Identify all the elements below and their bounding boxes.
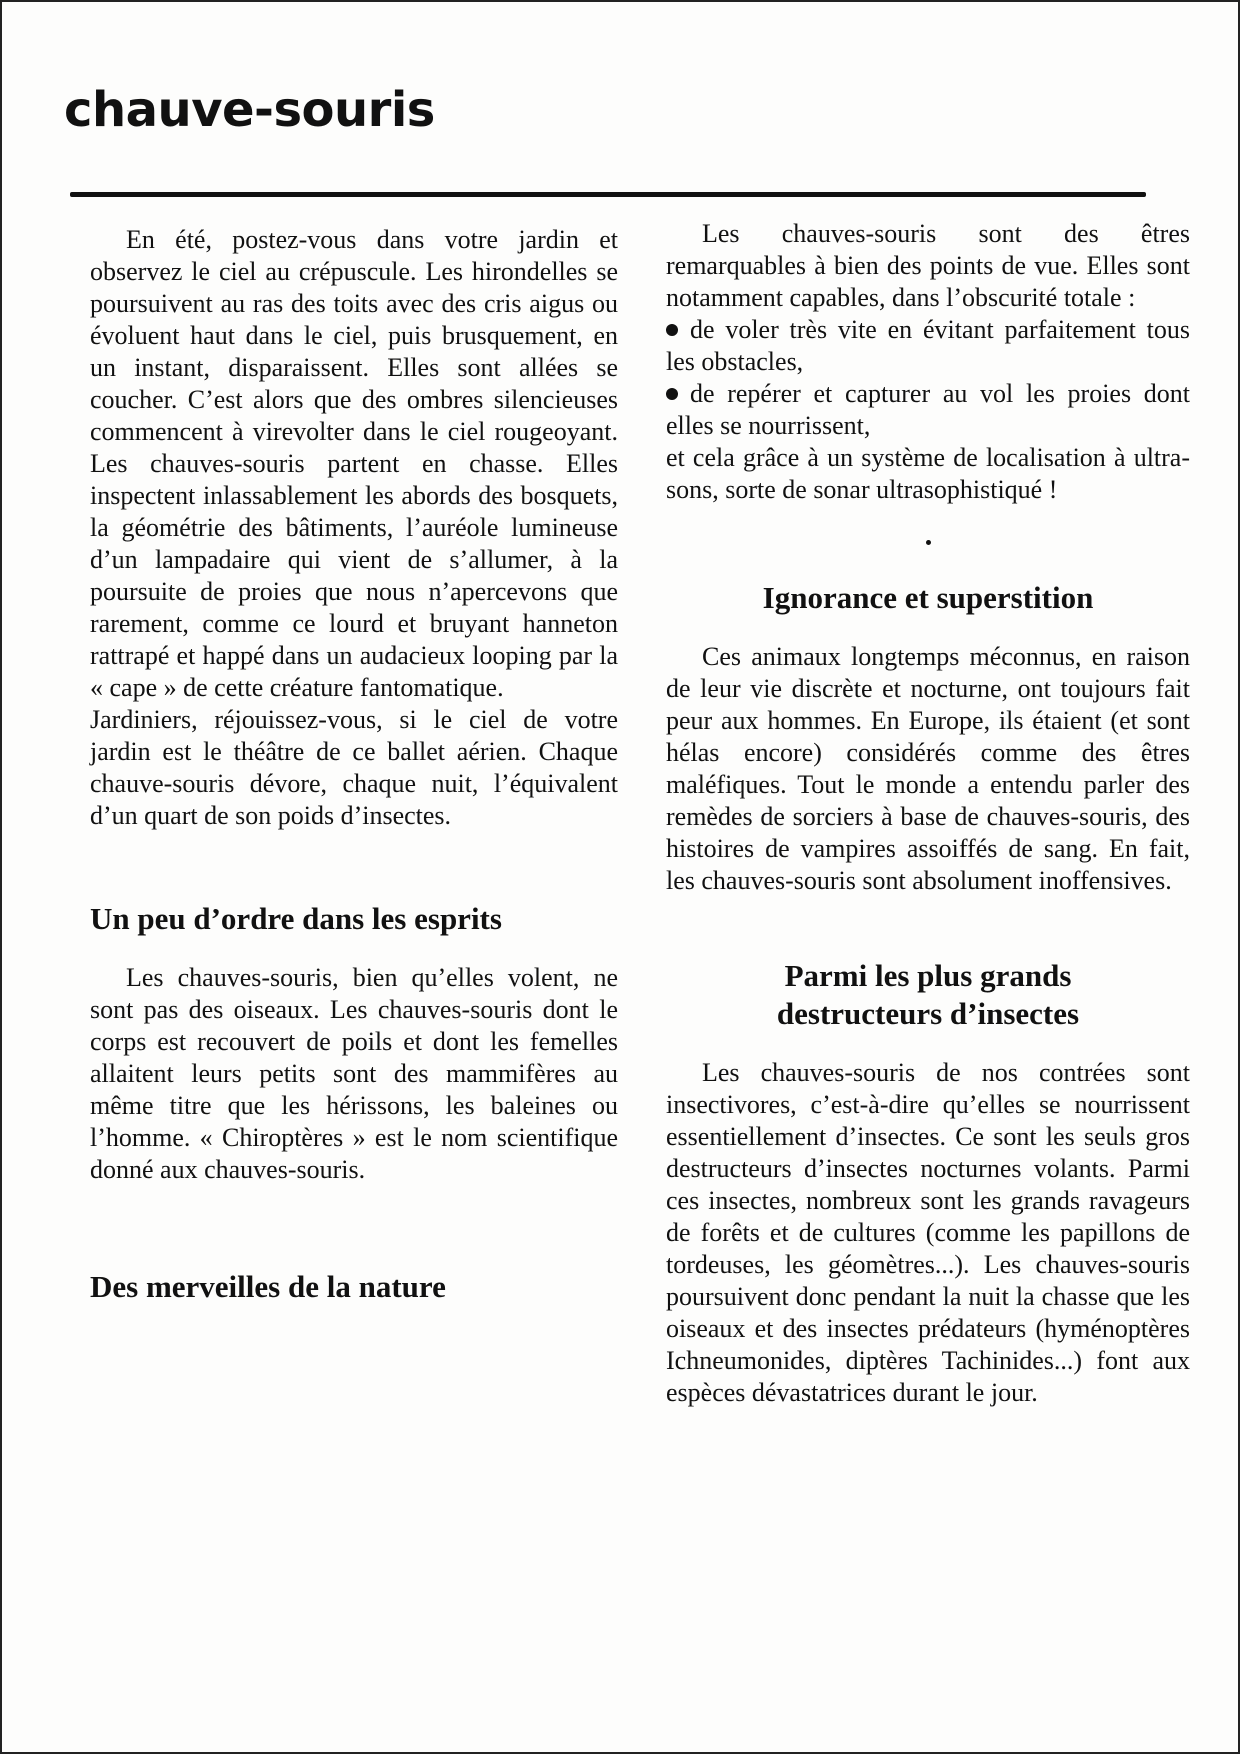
- section-heading-merveilles: Des merveilles de la nature: [90, 1269, 446, 1304]
- capabilities-list: [666, 314, 1190, 442]
- section-heading-ordre: Un peu d’ordre dans les esprits: [90, 901, 502, 936]
- section-heading-ignorance: Ignorance et superstition: [762, 580, 1094, 615]
- list-item: [666, 314, 1190, 378]
- intro-paragraph-2: Jardiniers, réjouissez-vous, si le ciel de votre jardin est le théâtre de ce ballet aérien. Chaque chauve-souris dévore, chaque nuit, l’équivalent d’un quart de son poids d’insectes.: [90, 705, 618, 830]
- list-item: [666, 378, 1190, 442]
- spacer: [666, 617, 1190, 641]
- section-paragraph-ordre: Les chauves-souris, bien qu’elles volent, ne sont pas des oiseaux. Les chauves-souris dont le corps est recouvert de poils et dont les femelles allaitent leurs petits sont des mammifères au même titre que les hérissons, les baleines ou l’homme. « Chiroptères » est le nom scientifique donné aux chauves-souris.: [90, 963, 618, 1184]
- spacer: [90, 1186, 618, 1268]
- section-heading-destructeurs: [666, 957, 1190, 1033]
- spacer: [666, 506, 1190, 540]
- title-divider: [70, 192, 1146, 197]
- right-column: [666, 218, 1190, 1409]
- spacer: [666, 1033, 1190, 1057]
- list-item-text: de repérer et capturer au vol les proies dont elles se nourrissent,: [666, 379, 1190, 440]
- capabilities-intro: Les chauves-souris sont des êtres remarquables à bien des points de vue. Elles sont notamment capables, dans l’obscurité totale :: [666, 219, 1190, 312]
- section-paragraph-destructeurs: Les chauves-souris de nos contrées sont insectivores, c’est-à-dire qu’elles se nourrissent essentiellement d’insectes. Ce sont les seuls gros destructeurs d’insectes nocturnes volants. Parmi ces insectes, nombreux sont les grands ravageurs de forêts et de cultures (comme les papillons de tordeuses, les géomètres...). Les chauves-souris poursuivent donc pendant la nuit la chasse que les oiseaux et des insectes prédateurs (hyménoptères Ichneumonides, diptères Tachinides...) font aux espèces dévastatrices durant le jour.: [666, 1058, 1190, 1407]
- spacer: [666, 897, 1190, 957]
- spacer: [90, 832, 618, 900]
- intro-paragraph-1: En été, postez-vous dans votre jardin et observez le ciel au crépuscule. Les hirondelles se poursuivent au ras des toits avec des cris aigus ou évoluent haut dans le ciel, puis brusquement, en un instant, disparaissent. Elles sont allées se coucher. C’est alors que des ombres silencieuses commencent à virevolter dans le ciel rougeoyant. Les chauves-souris partent en chasse. Elles inspectent inlassablement les abords des bosquets, la géométrie des bâtiments, l’auréole lumineuse d’un lampadaire qui vient de s’allumer, à la poursuite de proies que nous n’apercevons que rarement, comme ce lourd et bruyant hanneton rattrapé et happé dans un audacieux looping par la « cape » de cette créature fantomatique.: [90, 225, 618, 702]
- sonar-paragraph: et cela grâce à un système de localisation à ultra-sons, sorte de sonar ultrasophistiqué !: [666, 443, 1190, 504]
- page-title: chauve-souris: [64, 82, 435, 138]
- heading-line: Parmi les plus grands: [784, 958, 1072, 993]
- heading-line: destructeurs d’insectes: [776, 996, 1080, 1031]
- list-item-text: de voler très vite en évitant parfaitement tous les obstacles,: [666, 315, 1190, 376]
- spacer: [90, 938, 618, 962]
- bullet-icon: [666, 324, 678, 336]
- left-column: [90, 224, 618, 1306]
- section-paragraph-ignorance: Ces animaux longtemps méconnus, en raison de leur vie discrète et nocturne, ont toujours fait peur aux hommes. En Europe, ils étaient (et sont hélas encore) considérés comme des êtres maléfiques. Tout le monde a entendu parler des remèdes de sorciers à base de chauves-souris, des histoires de vampires assoiffés de sang. En fait, les chauves-souris sont absolument inoffensives.: [666, 642, 1190, 895]
- bullet-icon: [666, 388, 678, 400]
- spacer: [666, 545, 1190, 579]
